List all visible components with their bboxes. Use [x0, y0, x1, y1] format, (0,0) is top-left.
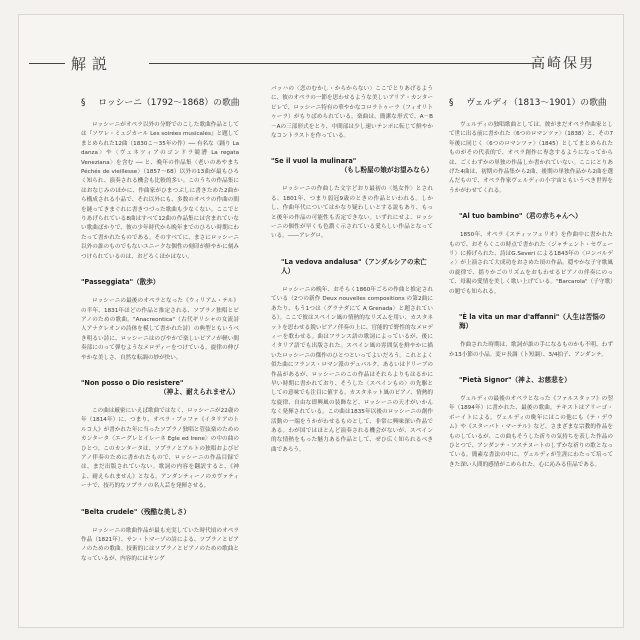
column-verdi [449, 87, 613, 476]
author-name: 高崎保男 [531, 56, 595, 72]
liner-notes-page [18, 14, 624, 628]
song-title-pieta-signor: "Pietà Signor"（神よ、お慈悲を） [459, 375, 571, 384]
song-title-main: "Non posso o Dio resistere" [81, 378, 184, 387]
song-title-belta-crudele: "Belta crudele"（残酷な美しさ） [81, 507, 191, 516]
section-mark: § [81, 98, 86, 108]
song-text-vedova-andalusa: ロッシーニの晩年、おそらく1860年ごろの作曲と推定されている（2つの新作 Deux nouvelles compositions の第2曲にあたり、もう1つは〈グラナダにて A Grenada〉と題されている）。ここで彼はスペイン風の情熱的なリズムを用い、カスタネットを思わせる鋭いピアノ伴奏の上に、官能的で野性的なメロディーを歌わせる。曲はフランス語の歌詞によっているが、後にイタリア語でも出版された。スペイン風の雰囲気を鮮やかに描いたロッシーニの傑作のひとつといってよいだろう。これとよく似た曲にフランス・ロマン派のデュパルク、あるいはドリーブの作品があるが、ロッシーニのこの作品はそれらよりもはるかに早い時期に書かれており、そうした〈スペインもの〉の先駆としての意味でも注目に値する。カスタネット風のピアノ、情熱的な旋律、自由な即興風の装飾など、ロッシーニの天才がいかんなく発揮されている。この曲は1835年以後のロッシーニの創作活動の一端をうかがわせるものとして、非常に興味深い作品である。わが国ではほとんど演奏される機会がないが、スペイン的な情熱をもった魅力ある作品として、ぜひ広く知られるべき曲であろう。 [271, 286, 433, 453]
song-text-pieta-signor: ヴェルディの最後のオペラとなった《ファルスタッフ》の翌年（1894年）に書かれた、最後の歌曲。テキストはアリーゴ・ボーイトによる。ヴェルディの晩年にはこの他にも《テ・デウム》や《スターバト・マーテル》など、さまざまな宗教的作品をものしているが、この曲もそうした祈りの気持ちを表した作品のひとつで、アンダンテ・ソステヌートのしずかな祈りの歌となっている。簡素な書法の中に、ヴェルディが生涯にわたって培ってきた深い人間的感情がこめられた、心に沁みる佳品である。 [449, 395, 613, 468]
song-title-main: "Se il vuol la mulinara" [271, 157, 357, 166]
song-text-mulinara: ロッシーニの作曲した文字どおり最初の〈処女作〉とされる、1801年、つまり弱冠9歳のときの作品といわれる。しかし、作曲年代についてはかなり疑わしいとする説もあり、もっと後年の作品の可能性も否定できない。いずれにせよ、ロッシーニの個性が早くも色濃く示されている愛らしい作品となっている。――アレグロ。 [271, 186, 433, 240]
header-rule-left [29, 63, 65, 64]
song-title-mulinara [271, 157, 433, 175]
section-heading-text: ロッシーニ（1792〜1868）の歌曲 [98, 98, 240, 108]
song-text-e-la-vita: 作曲された時期は、歌詞が誰の手になるものかも不明、わずか13小節の小品。変ロ長調（ト短調）、3/4拍子、アンダンテ。 [449, 342, 613, 358]
song-text-belta-crudele: ロッシーニの歌曲作品が最も充実していた時代頃のオペラ作品（1821年）、サン・トマーゾの詩による、ソプラノとピアノのための歌曲。技術的にはソプラノとピアノのための歌曲となっているが、内容的にはヤング [81, 527, 239, 562]
page-title: 解説 [71, 55, 114, 73]
section-heading-verdi [449, 97, 613, 109]
intro-paragraph: ロッシーニがオペラ以外の分野でのこした歌曲作品としては『ソワレ・ミュジカール Les soirées musicales』と題してまとめられた12曲（1830こ〜35年の作）── 有名な〈踊り La danza〉や〈ヴェネツィアのゴンドラ競漕 La regata Veneziana〉を含む ── と、晩年の作品集〈老いのあやまち Péchés de vieillesse〉（1857〜68）以外の13曲が最もひろく知られ、演奏される機会も比較的多い。このうちの作品集にはおなじみのほかに、作曲家がひまつぶしに書きためた2曲から構成される小品で、それ以外にも、多数のオペラの作曲の間を縫ってきまぐれに書きつづった歌曲も少なくない。ここでとりあげられている8曲はすべて12曲の作品集には含まれていない歌曲ばかりで、彼の少年時代から晩年までのひろい時期にわたって書かれたものである。そのすべてに、まさにロッシーニ以外の誰のものでもないユニークな個性の刻印が鮮やかに刻みつけられているのは、おどろくほかはない。 [81, 122, 239, 260]
song-text-non-posso: この曲は厳密にいえば歌曲ではなく、ロッシーニが22歳の年（1814年）に、つまり、オペラ・ブッファ《イタリアのトルコ人》が書かれた年に当ったソプラノ独唱と管弦楽のためのカンタータ〈エーグレとイレーネ Egle ed Irene〉の中の曲のひとつ。このカンタータは、ソプラノとアルトの独唱およびピアノ伴奏のために書かれたもので、ロッシーニの作品目録では、まだ出版されていない。歌詞の内容を翻訳すると、《神よ、耐えられません》となる。アンダンティーノのカヴァティーナで、技巧的なソプラノの名人芸を発揮させる。 [81, 407, 239, 490]
column-rossini-2 [271, 85, 433, 461]
continued-paragraph: バッハの〈恋のむかし・からからない〉ここでとりあげるように、彼のオペラの一節を思わせるような美しいアリア・カンタービレで、ロッシーニ特有の華やかなコロラトゥーラ（フィオリトゥーラ）がもりばめられている。楽曲は、簡潔な形式で、A－B－Aの三部形式をとり、中間部は少し速いテンポに転じて鮮やかなコントラストを作っている。 [271, 86, 433, 140]
song-title-non-posso [81, 379, 239, 397]
song-title-vedova-andalusa: "La vedova andalusa"（アンダルシアの未亡人） [281, 257, 427, 275]
song-title-translation: （神よ、耐えられません） [159, 387, 239, 396]
section-heading-text: ヴェルディ（1813〜1901）の歌曲 [466, 98, 607, 108]
song-title-passeggiata: "Passeggiata"（散歩） [81, 278, 160, 287]
section-mark: § [449, 98, 454, 108]
song-title-al-tuo-bambino: "Al tuo bambino"（君の赤ちゃんへ） [459, 212, 582, 221]
song-text-al-tuo-bambino: 1850年、オペラ《スティッフェリオ》を作曲中に書かれたもので、おそらくこの時点で書かれた〈ジャチェント・セヴェーリ〉に捧げられた、詩はG.Severi による1843年の〈ロンバルディ〉が上演されて大成功をおさめた頃の作品。穏やかな子守歌風の旋律で、揺りかごのリズムをおもわせるピアノの伴奏にのって、母親の愛情を美しく歌い上げている。"Barcarola"（子守歌）の題でも知られる。 [449, 232, 613, 295]
section-heading-rossini [81, 97, 239, 109]
header-rule-right [149, 63, 541, 64]
column-rossini-1 [81, 87, 239, 570]
song-title-e-la-vita: "È la vita un mar d'affanni"（人生は苦悩の海） [459, 313, 606, 331]
intro-paragraph: ヴェルディの独唱歌曲としては、彼がまだオペラ作曲家として世に出る前に書かれた〈6つのロマンツァ〉（1838）と、その7年後に同じく〈6つのロマンツァ〉（1845）としてまとめられたものがその代表的で、オペラ創作に専念するようになってからは、ごくわずかの単独の作品しか書かれていない。ここにとりあげた4曲は、初期の作品集から2曲、後期の単独作品から2曲を選んだもので、オペラ作家ヴェルディの小宇宙ともいうべき世界をうかがわせてくれる。 [449, 122, 613, 194]
song-title-translation: （もし粉屋の娘がお望みなら） [340, 166, 433, 175]
song-text-passeggiata: ロッシーニの最後のオペラとなった《ウィリアム・テル》の半年、1831年ほどの作品と推定される、ソプラノ独唱とピアノのための歌曲。"Anacreontica"（古代ギリシャの女流詩人アナクレオンの詩体を模して書かれた詩）の典型ともいうべき明るい詩に、ロッシーニはのびやかで楽しいピアノが軽い間奏部にのって弾むようなメロディーをつけている。旋律の伸びやかな美しさ、自然な転調の妙が快い。 [81, 298, 239, 361]
